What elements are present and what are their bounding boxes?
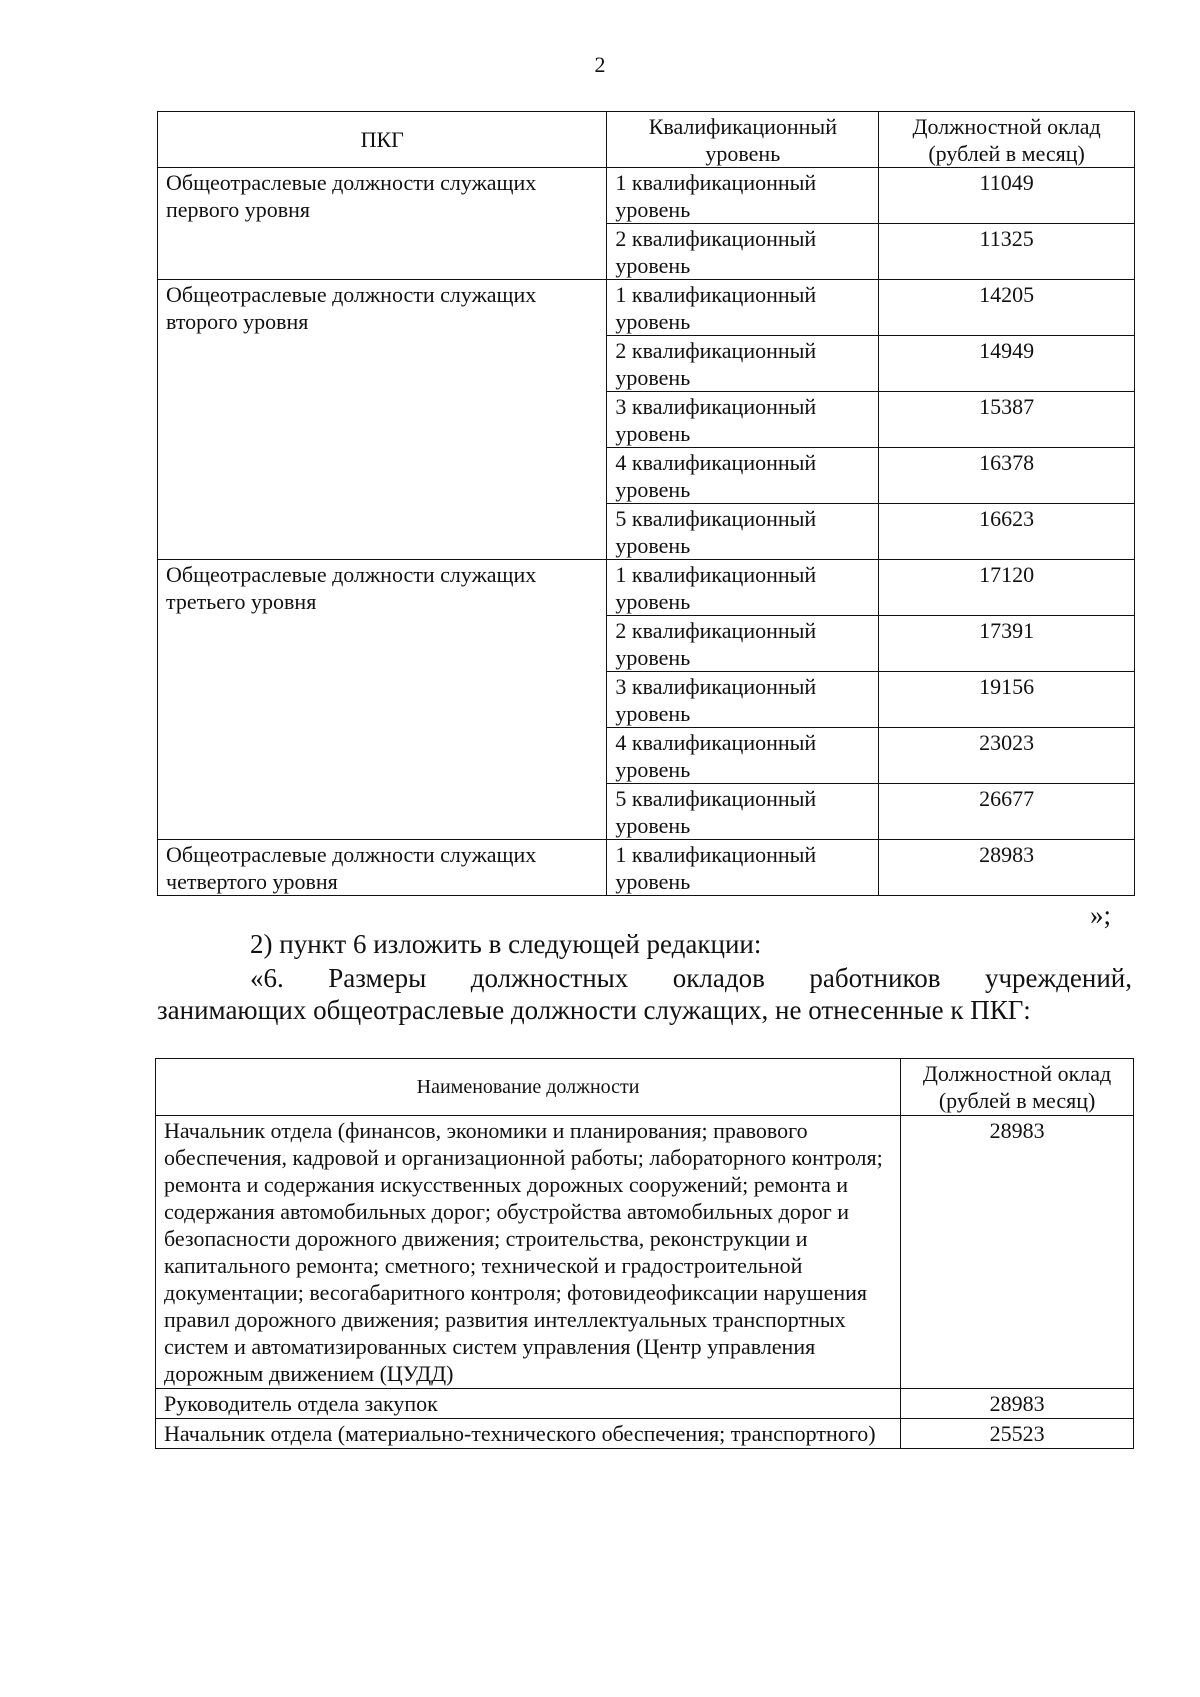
qualification-level: 5 квалификационный уровень bbox=[607, 784, 879, 840]
table-row bbox=[158, 168, 1135, 224]
header-salary: Должностной оклад (рублей в месяц) bbox=[901, 1059, 1134, 1116]
salary-amount: 28983 bbox=[901, 1116, 1134, 1389]
item-2-paragraph: 2) пункт 6 изложить в следующей редакции: bbox=[250, 929, 762, 959]
table-row bbox=[158, 280, 1135, 336]
salary-amount: 14205 bbox=[879, 280, 1135, 336]
item-6-line-1: «6. Размеры должностных окладов работников учреждений, bbox=[250, 963, 1132, 993]
salary-amount: 19156 bbox=[879, 672, 1135, 728]
qualification-level: 1 квалификационный уровень bbox=[607, 280, 879, 336]
qualification-level: 3 квалификационный уровень bbox=[607, 672, 879, 728]
table-row bbox=[158, 840, 1135, 896]
salary-amount: 28983 bbox=[901, 1389, 1134, 1419]
position-name: Руководитель отдела закупок bbox=[156, 1389, 901, 1419]
closing-quote: »; bbox=[1090, 900, 1112, 930]
pkg-group-name: Общеотраслевые должности служащих первого уровня bbox=[158, 168, 607, 280]
salary-amount: 11049 bbox=[879, 168, 1135, 224]
qualification-level: 2 квалификационный уровень bbox=[607, 336, 879, 392]
pkg-group-name: Общеотраслевые должности служащих третьего уровня bbox=[158, 560, 607, 840]
salary-amount: 16623 bbox=[879, 504, 1135, 560]
header-salary: Должностной оклад (рублей в месяц) bbox=[879, 112, 1135, 168]
salary-amount: 28983 bbox=[879, 840, 1135, 896]
salary-amount: 11325 bbox=[879, 224, 1135, 280]
table-header-row bbox=[156, 1059, 1134, 1116]
page-number: 2 bbox=[594, 52, 606, 77]
salary-amount: 15387 bbox=[879, 392, 1135, 448]
header-position-name: Наименование должности bbox=[156, 1059, 901, 1116]
position-name: Начальник отдела (финансов, экономики и планирования; правового обеспечения, кадровой и организационной работы; лабораторного контроля; ремонта и содержания искусственных дорожных сооружений; ремонта и содержания автомобильных дорог; обустройства автомобильных дорог и безопасности дорожного движения; строительства, реконструкции и капитального ремонта; сметного; технической и градостроительной документации; весогабаритного контроля; фотовидеофиксации нарушения правил дорожного движения; развития интеллектуальных транспортных систем и автоматизированных систем управления (Центр управления дорожным движением (ЦУДД) bbox=[156, 1116, 901, 1389]
table-row bbox=[156, 1419, 1134, 1449]
table-row bbox=[158, 560, 1135, 616]
item-6-line-2: занимающих общеотраслевые должности служащих, не отнесенные к ПКГ: bbox=[157, 995, 1031, 1025]
header-pkg: ПКГ bbox=[158, 112, 607, 168]
qualification-level: 1 квалификационный уровень bbox=[607, 840, 879, 896]
salary-amount: 14949 bbox=[879, 336, 1135, 392]
qualification-level: 1 квалификационный уровень bbox=[607, 168, 879, 224]
salary-amount: 26677 bbox=[879, 784, 1135, 840]
header-qualification-level: Квалификационный уровень bbox=[607, 112, 879, 168]
qualification-level: 4 квалификационный уровень bbox=[607, 728, 879, 784]
non-pkg-salary-table bbox=[155, 1058, 1134, 1449]
pkg-salary-table bbox=[157, 111, 1135, 896]
pkg-group-name: Общеотраслевые должности служащих второго уровня bbox=[158, 280, 607, 560]
qualification-level: 2 квалификационный уровень bbox=[607, 616, 879, 672]
salary-amount: 17391 bbox=[879, 616, 1135, 672]
salary-amount: 17120 bbox=[879, 560, 1135, 616]
position-name: Начальник отдела (материально-технического обеспечения; транспортного) bbox=[156, 1419, 901, 1449]
table-header-row bbox=[158, 112, 1135, 168]
pkg-group-name: Общеотраслевые должности служащих четвертого уровня bbox=[158, 840, 607, 896]
qualification-level: 3 квалификационный уровень bbox=[607, 392, 879, 448]
qualification-level: 4 квалификационный уровень bbox=[607, 448, 879, 504]
qualification-level: 2 квалификационный уровень bbox=[607, 224, 879, 280]
salary-amount: 25523 bbox=[901, 1419, 1134, 1449]
item-6-paragraph bbox=[157, 962, 1132, 1026]
qualification-level: 5 квалификационный уровень bbox=[607, 504, 879, 560]
table-row bbox=[156, 1116, 1134, 1389]
salary-amount: 16378 bbox=[879, 448, 1135, 504]
qualification-level: 1 квалификационный уровень bbox=[607, 560, 879, 616]
salary-amount: 23023 bbox=[879, 728, 1135, 784]
table-row bbox=[156, 1389, 1134, 1419]
